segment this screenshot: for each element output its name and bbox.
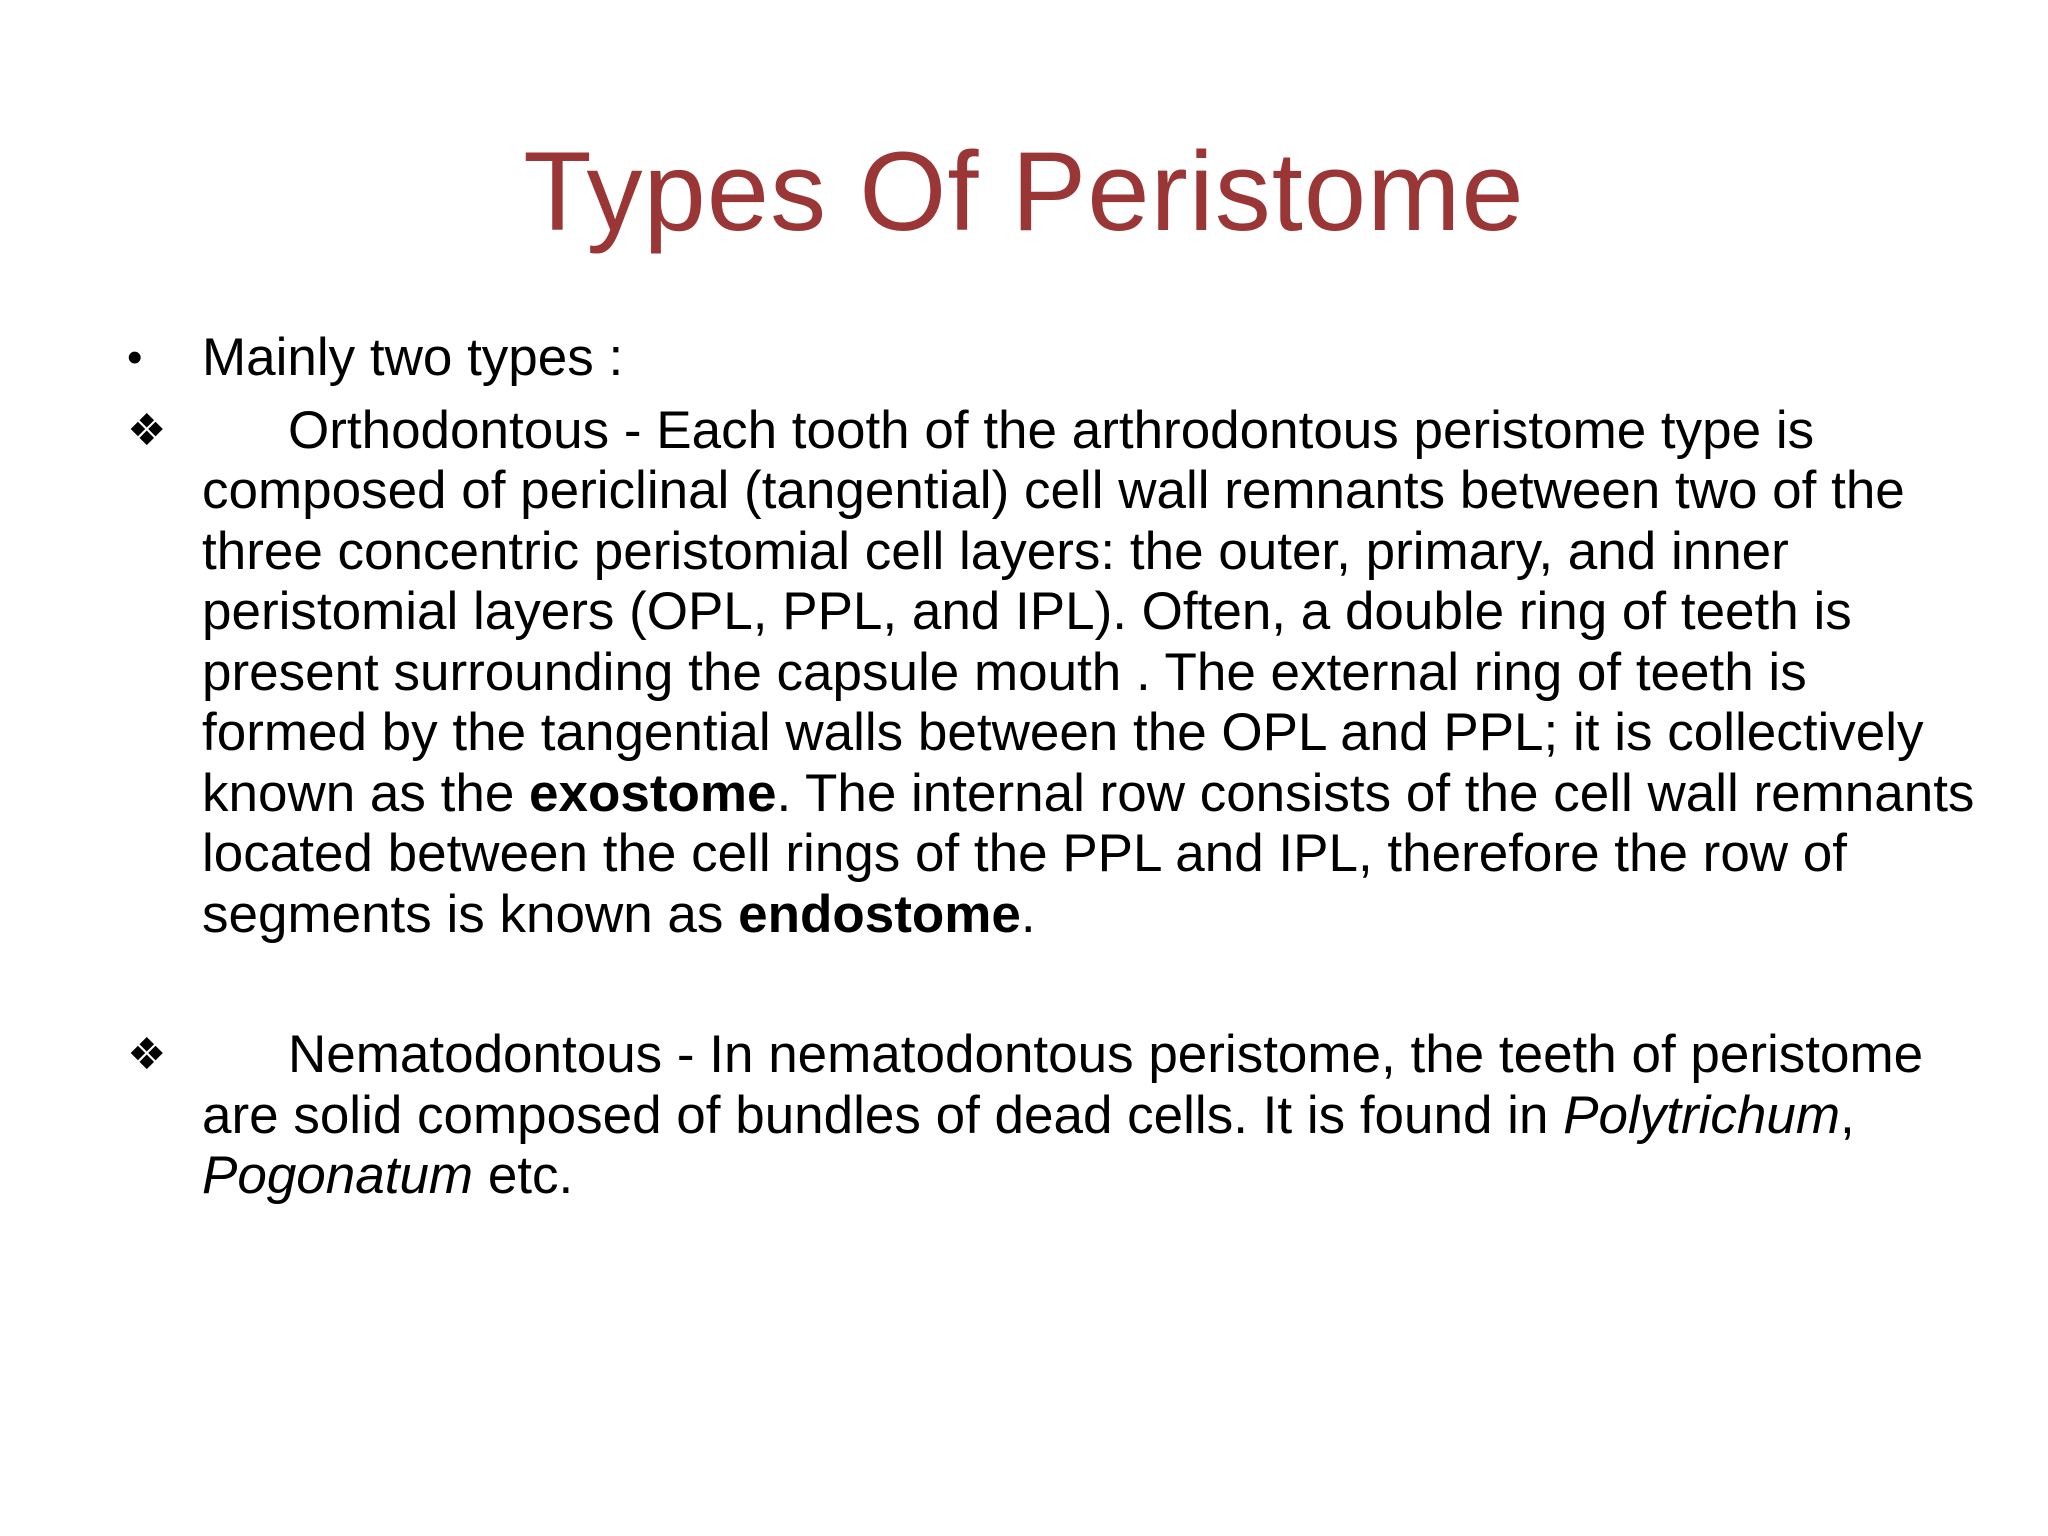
orthodontous-text-2: . The internal row consists of the cell wall remnants located between the cell rings of the PPL and IPL, therefore the row of segments is known as xyxy=(202,763,1975,944)
endostome-term: endostome xyxy=(738,884,1021,944)
nematodontous-text-1: Nematodontous - In nematodontous peristome, the teeth of peristome are solid composed of bundles of dead cells. It is found in xyxy=(202,1025,1924,1145)
orthodontous-text-3: . xyxy=(1020,884,1036,944)
genus-separator: , xyxy=(1840,1085,1855,1145)
intro-text: Mainly two types : xyxy=(202,328,624,387)
nematodontous-text-2: etc. xyxy=(473,1146,574,1205)
bullet-dot-icon: • xyxy=(127,333,143,382)
orthodontous-item xyxy=(125,401,1975,946)
nematodontous-item xyxy=(125,1025,1975,1207)
slide-body xyxy=(125,328,1975,1207)
intro-item xyxy=(125,328,1975,389)
diamond-bullet-icon: ❖ xyxy=(127,1030,167,1079)
exostome-term: exostome xyxy=(529,763,777,823)
polytrichum-genus: Polytrichum xyxy=(1563,1085,1841,1145)
slide-title: Types Of Peristome xyxy=(523,129,1525,254)
diamond-bullet-icon: ❖ xyxy=(127,405,167,455)
pogonatum-genus: Pogonatum xyxy=(202,1146,474,1205)
orthodontous-text-1: Orthodontous - Each tooth of the arthrodontous peristome type is composed of periclinal (tangential) cell wall remnants between two of the three concentric peristomial cell layers: the outer, primary, and inner peristomial layers (OPL, PPL, and IPL). Often, a double ring of teeth is present surrounding the capsule mouth . The external ring of teeth is formed by the tangential walls between the OPL and PPL; it is collectively known as the xyxy=(202,400,1924,823)
